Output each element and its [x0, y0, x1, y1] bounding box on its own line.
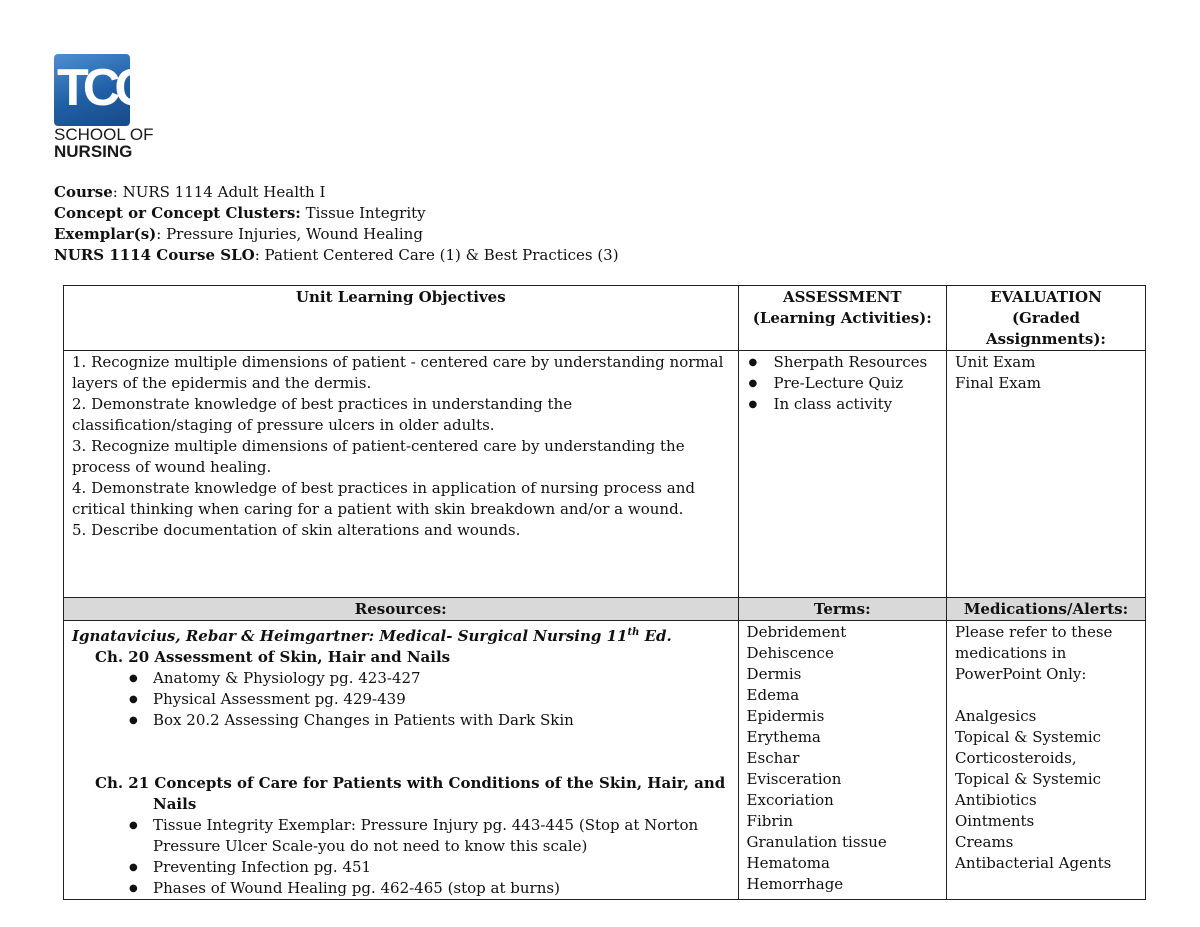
- textbook-edition-suffix: Ed.: [639, 627, 672, 645]
- assessment-header-line2: (Learning Activities):: [752, 309, 932, 327]
- evaluation-item: Final Exam: [954, 374, 1041, 392]
- medications-cell: [946, 621, 1145, 900]
- objective-item: 4. Demonstrate knowledge of best practices in application of nursing process and critical thinking when caring for a patient with skin breakdown and/or a wound.: [72, 479, 695, 518]
- logo-mark-text: TCC: [57, 59, 146, 117]
- list-item: ● Box 20.2 Assessing Changes in Patients with Dark Skin: [153, 710, 730, 731]
- term-item: Dermis: [746, 665, 802, 683]
- objective-item: 1. Recognize multiple dimensions of patient - centered care by understanding normal layers of the epidermis and the dermis.: [72, 353, 724, 392]
- resources-row: [64, 621, 1146, 900]
- slo-line: [54, 245, 619, 266]
- term-item: Eschar: [746, 749, 800, 767]
- resources-header: Resources:: [64, 598, 739, 621]
- evaluation-cell: [946, 351, 1145, 598]
- chapter-20-title: Ch. 20 Assessment of Skin, Hair and Nails: [95, 648, 451, 666]
- assessment-list: [747, 352, 938, 415]
- textbook-edition-sup: th: [627, 627, 640, 638]
- spacer: [72, 731, 730, 773]
- slo-value: : Patient Centered Care (1) & Best Practices (3): [254, 246, 619, 264]
- evaluation-header-line2: (Graded Assignments):: [986, 309, 1106, 348]
- list-item: ● Tissue Integrity Exemplar: Pressure Injury pg. 443-445 (Stop at Norton Pressure Ulcer Scale-you do not need to know this scale): [153, 815, 730, 857]
- medication-line: Please refer to these: [954, 623, 1113, 641]
- term-item: Hemorrhage: [746, 875, 844, 893]
- medication-line: PowerPoint Only:: [954, 665, 1087, 683]
- term-item: Debridement: [746, 623, 847, 641]
- term-item: Dehiscence: [746, 644, 834, 662]
- slo-label: NURS 1114 Course SLO: [54, 246, 255, 264]
- term-item: Erythema: [746, 728, 821, 746]
- textbook-title-text: Ignatavicius, Rebar & Heimgartner: Medical- Surgical Nursing 11: [72, 627, 628, 645]
- concept-label: Concept or Concept Clusters:: [54, 204, 301, 222]
- medication-line: Analgesics: [954, 707, 1037, 725]
- objective-item: 2. Demonstrate knowledge of best practices in understanding the classification/staging of pressure ulcers in older adults.: [72, 395, 573, 434]
- logo-line1: SCHOOL OF: [54, 125, 154, 144]
- medication-line: Creams: [954, 833, 1014, 851]
- term-item: Edema: [746, 686, 800, 704]
- objectives-header: Unit Learning Objectives: [64, 286, 739, 351]
- chapter-21-list: [72, 815, 730, 899]
- evaluation-header: [946, 286, 1145, 351]
- list-item: ● Preventing Infection pg. 451: [153, 857, 730, 878]
- medication-line: Antibacterial Agents: [954, 854, 1112, 872]
- list-item: ● Anatomy & Physiology pg. 423-427: [153, 668, 730, 689]
- term-item: Excoriation: [746, 791, 834, 809]
- medication-line: [955, 685, 1137, 706]
- medication-line: medications in: [954, 644, 1067, 662]
- course-info: [54, 182, 619, 266]
- medication-line: Topical & Systemic: [954, 770, 1102, 788]
- header-row: [64, 286, 1146, 351]
- exemplar-label: Exemplar(s): [54, 225, 157, 243]
- terms-cell: [738, 621, 946, 900]
- medication-line: Antibiotics: [954, 791, 1037, 809]
- terms-header: Terms:: [738, 598, 946, 621]
- course-value: : NURS 1114 Adult Health I: [112, 183, 326, 201]
- objective-item: 3. Recognize multiple dimensions of patient-centered care by understanding the process of wound healing.: [72, 437, 685, 476]
- assessment-item: ● Sherpath Resources: [747, 352, 938, 373]
- term-item: Fibrin: [746, 812, 793, 830]
- assessment-header-line1: ASSESSMENT: [782, 288, 902, 306]
- logo-line2: NURSING: [54, 142, 133, 161]
- course-line: [54, 182, 619, 203]
- medications-header: Medications/Alerts:: [946, 598, 1145, 621]
- logo-text: [54, 126, 154, 160]
- concept-line: [54, 203, 619, 224]
- chapter-21-title-line1: Ch. 21 Concepts of Care for Patients with Conditions of the Skin, Hair, and: [95, 774, 726, 792]
- objectives-row: [64, 351, 1146, 598]
- textbook-title: [72, 622, 730, 647]
- medication-line: Topical & Systemic: [954, 728, 1102, 746]
- term-item: Hematoma: [746, 854, 830, 872]
- list-item: ● Phases of Wound Healing pg. 462-465 (stop at burns): [153, 878, 730, 899]
- medication-line: Ointments: [954, 812, 1035, 830]
- chapter-20-list: [72, 668, 730, 731]
- list-item: ● Physical Assessment pg. 429-439: [153, 689, 730, 710]
- medication-line: Corticosteroids,: [954, 749, 1077, 767]
- assessment-item: ● In class activity: [747, 394, 938, 415]
- evaluation-header-line1: EVALUATION: [990, 288, 1102, 306]
- unit-table: [63, 285, 1146, 900]
- chapter-21-title: [72, 773, 730, 815]
- objective-item: 5. Describe documentation of skin alterations and wounds.: [72, 521, 521, 539]
- term-item: Epidermis: [746, 707, 825, 725]
- assessment-cell: [738, 351, 946, 598]
- resources-header-row: [64, 598, 1146, 621]
- assessment-header: [738, 286, 946, 351]
- term-item: Evisceration: [746, 770, 842, 788]
- term-item: Granulation tissue: [746, 833, 887, 851]
- course-label: Course: [54, 183, 113, 201]
- exemplar-value: : Pressure Injuries, Wound Healing: [156, 225, 423, 243]
- resources-cell: [64, 621, 739, 900]
- concept-value: Tissue Integrity: [300, 204, 426, 222]
- tcc-logo-mark: [54, 54, 146, 126]
- assessment-item: ● Pre-Lecture Quiz: [747, 373, 938, 394]
- chapter-21-title-line2: Nails: [153, 795, 197, 813]
- objectives-cell: [64, 351, 739, 598]
- school-logo: [54, 54, 164, 162]
- exemplar-line: [54, 224, 619, 245]
- evaluation-item: Unit Exam: [954, 353, 1036, 371]
